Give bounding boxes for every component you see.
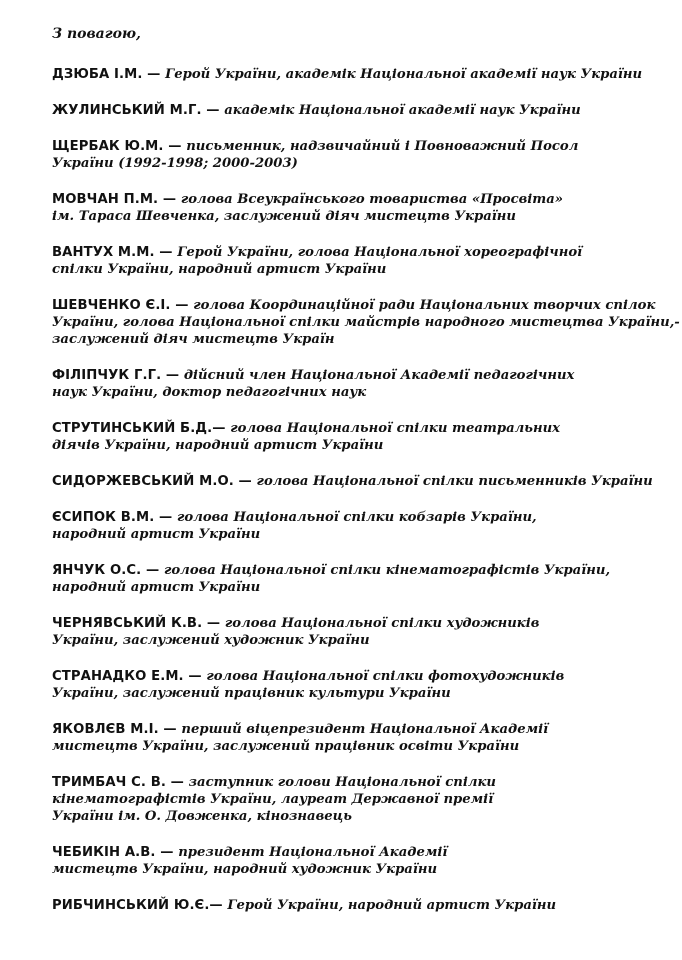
signatory-title: мистецтв України, заслужений працівник освіти України: [52, 739, 520, 754]
signatory-title: дійсний член Національної Академії педагогічних: [183, 368, 575, 383]
signatory-title: голова Національної спілки письменників України: [256, 474, 653, 489]
signatory-title: голова Національної спілки кінематографістів України,: [163, 563, 611, 578]
signatory-title: перший віцепрезидент Національної Академії: [181, 722, 549, 737]
signatory-name: ФІЛІПЧУК Г.Г. —: [52, 368, 184, 383]
signatory-line: [52, 297, 672, 314]
signatory-entry: [52, 191, 672, 225]
signatory-line: [52, 437, 672, 454]
signatory-entry: [52, 244, 672, 278]
signatory-title: Герой України, народний артист України: [227, 898, 557, 913]
signatory-entry: [52, 562, 672, 596]
signatory-line: [52, 420, 672, 437]
signatory-line: [52, 774, 672, 791]
signatory-entry: [52, 138, 672, 172]
signatory-title: заслужений діяч мистецтв Україн: [52, 332, 335, 347]
signatory-name: ШЕВЧЕНКО Є.І. —: [52, 298, 194, 313]
signatory-title: мистецтв України, народний художник України: [52, 862, 438, 877]
signatory-entry: [52, 102, 672, 119]
signatory-line: [52, 685, 672, 702]
signatory-line: [52, 562, 672, 579]
signatory-entry: [52, 615, 672, 649]
signatory-name: ЖУЛИНСЬКИЙ М.Г. —: [52, 103, 225, 118]
signatory-title: Герой України, академік Національної академії наук України: [165, 67, 643, 82]
signatory-entry: [52, 509, 672, 543]
signatory-line: [52, 509, 672, 526]
signatory-title: голова Національної спілки художників: [224, 616, 540, 631]
signatory-entry: [52, 66, 672, 83]
signatory-line: [52, 261, 672, 278]
signatory-name: МОВЧАН П.М. —: [52, 192, 181, 207]
signatory-line: [52, 384, 672, 401]
signatory-name: ВАНТУХ М.М. —: [52, 245, 178, 260]
signatory-name: СТРУТИНСЬКИЙ Б.Д.—: [52, 421, 231, 436]
signatory-title: голова Всеукраїнського товариства «Просвіта»: [180, 192, 564, 207]
closing-greeting: З повагою,: [52, 26, 141, 42]
signatory-line: [52, 738, 672, 755]
signatory-line: [52, 191, 672, 208]
signatory-title: діячів України, народний артист України: [52, 438, 384, 453]
signatory-name: ДЗЮБА І.М. —: [52, 67, 166, 82]
signatory-title: народний артист України: [52, 580, 261, 595]
signatory-entry: [52, 897, 672, 914]
signatory-line: [52, 897, 672, 914]
signatory-line: [52, 844, 672, 861]
signatory-line: [52, 808, 672, 825]
signatory-entry: [52, 473, 672, 490]
signatory-title: голова Національної спілки фотохудожників: [206, 669, 565, 684]
signatory-entry: [52, 721, 672, 755]
signatory-entry: [52, 367, 672, 401]
signatory-line: [52, 331, 672, 348]
signatory-title: України, заслужений художник України: [52, 633, 370, 648]
signatory-entry: [52, 668, 672, 702]
signatory-line: [52, 208, 672, 225]
signatory-name: ЩЕРБАК Ю.М. —: [52, 139, 187, 154]
signatory-name: ЧЕРНЯВСЬКИЙ К.В. —: [52, 616, 225, 631]
signatory-line: [52, 102, 672, 119]
signatory-line: [52, 721, 672, 738]
signatory-line: [52, 314, 680, 331]
signatory-entry: [52, 420, 672, 454]
signatory-name: ЄСИПОК В.М. —: [52, 510, 177, 525]
signatory-entry: [52, 297, 680, 348]
signatory-title: голова Національної спілки кобзарів України,: [176, 510, 537, 525]
signatory-title: письменник, надзвичайний і Повноважний Посол: [186, 139, 579, 154]
signatory-line: [52, 791, 672, 808]
signatory-list: [52, 66, 680, 914]
signatory-name: ТРИМБАЧ С. В. —: [52, 775, 189, 790]
signatory-title: спілки України, народний артист України: [52, 262, 387, 277]
signatory-line: [52, 367, 672, 384]
signatory-line: [52, 615, 672, 632]
signatory-line: [52, 632, 672, 649]
letter-signature-block: [52, 26, 680, 933]
signatory-line: [52, 244, 672, 261]
signatory-line: [52, 579, 672, 596]
signatory-title: президент Національної Академії: [178, 845, 448, 860]
signatory-line: [52, 526, 672, 543]
signatory-line: [52, 861, 672, 878]
signatory-entry: [52, 844, 672, 878]
signatory-title: наук України, доктор педагогічних наук: [52, 385, 367, 400]
signatory-title: академік Національної академії наук України: [224, 103, 581, 118]
signatory-line: [52, 473, 672, 490]
signatory-name: ЯНЧУК О.С. —: [52, 563, 164, 578]
signatory-title: України, заслужений працівник культури України: [52, 686, 451, 701]
signatory-line: [52, 155, 672, 172]
signatory-title: України (1992-1998; 2000-2003): [52, 156, 298, 171]
signatory-title: голова Національної спілки театральних: [230, 421, 561, 436]
signatory-title: народний артист України: [52, 527, 261, 542]
signatory-title: ім. Тараса Шевченка, заслужений діяч мистецтв України: [52, 209, 516, 224]
signatory-line: [52, 138, 672, 155]
signatory-title: голова Координаційної ради Національних творчих спілок: [193, 298, 656, 313]
signatory-title: кінематографістів України, лауреат Державної премії: [52, 792, 494, 807]
signatory-line: [52, 668, 672, 685]
signatory-title: заступник голови Національної спілки: [188, 775, 496, 790]
signatory-title: України, голова Національної спілки майстрів народного мистецтва України,-: [52, 315, 680, 330]
signatory-name: СИДОРЖЕВСЬКИЙ М.О. —: [52, 474, 257, 489]
signatory-title: Герой України, голова Національної хореографічної: [177, 245, 583, 260]
signatory-name: ЯКОВЛЄВ М.І. —: [52, 722, 182, 737]
signatory-name: СТРАНАДКО Е.М. —: [52, 669, 207, 684]
signatory-line: [52, 66, 672, 83]
signatory-title: України ім. О. Довженка, кінознавець: [52, 809, 352, 824]
signatory-entry: [52, 774, 672, 825]
signatory-name: ЧЕБИКІН А.В. —: [52, 845, 179, 860]
signatory-name: РИБЧИНСЬКИЙ Ю.Є.—: [52, 898, 228, 913]
